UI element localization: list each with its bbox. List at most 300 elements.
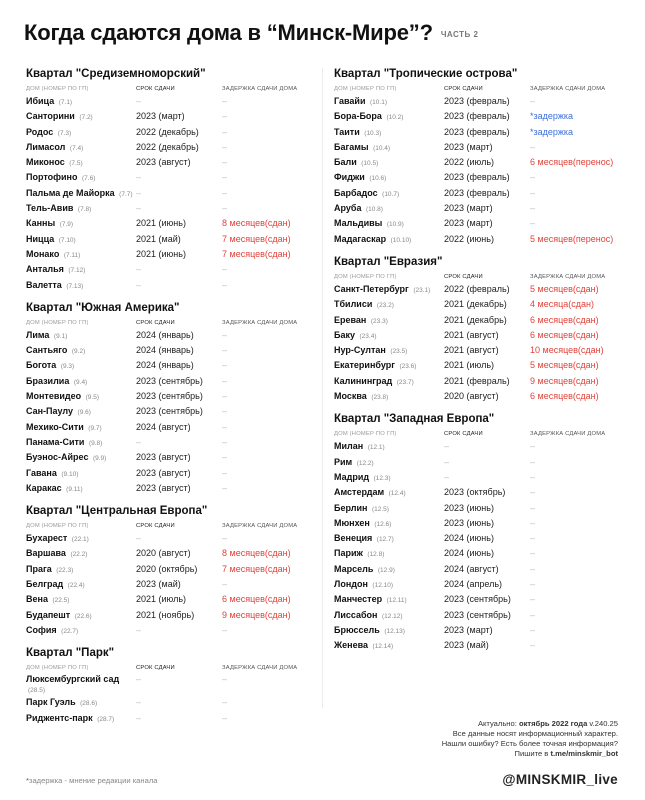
delay-cell (222, 109, 318, 124)
column-headers (26, 521, 318, 531)
delay-value: – (222, 579, 228, 590)
delay-value: 8 месяцев (222, 218, 265, 229)
delay-status: (сдан) (264, 563, 291, 574)
house-cell (334, 439, 444, 454)
table-row (26, 711, 318, 726)
delay-cell (530, 374, 626, 389)
plan-number: (23.7) (396, 378, 414, 386)
delay-cell (530, 485, 626, 500)
col-header-delay: ЗАДЕРЖКА СДАЧИ ДОМА (222, 86, 298, 92)
delay-value: – (530, 594, 536, 605)
table-row (26, 623, 318, 638)
delay-cell (530, 389, 626, 404)
plan-number: (9.9) (92, 455, 107, 463)
house-name: Люксембургский сад (26, 674, 120, 685)
table-row (26, 328, 318, 343)
due-date: 2023 (август) (136, 467, 191, 478)
delay-cell (530, 232, 626, 247)
due-date: 2021 (декабрь) (444, 299, 507, 310)
table-row (334, 170, 626, 185)
due-date: 2023 (март) (136, 111, 185, 122)
actual-date: октябрь 2022 года (518, 719, 588, 728)
house-name: Амстердам (334, 487, 385, 498)
delay-status: (сдан) (572, 283, 599, 294)
house-cell (26, 577, 136, 592)
house-name: Санкт-Петербург (334, 283, 409, 294)
house-name: Мадагаскар (334, 233, 387, 244)
due-date: 2021 (февраль) (444, 375, 510, 386)
house-name: Лима (26, 329, 50, 340)
due-date: – (136, 712, 142, 723)
house-cell (26, 262, 136, 277)
delay-status: (сдан) (572, 329, 599, 340)
delay-value: *задержка (530, 126, 574, 137)
house-cell (26, 155, 136, 170)
plan-number: (12.10) (372, 582, 394, 590)
plan-number: (22.5) (52, 597, 70, 605)
delay-status: (сдан) (264, 594, 291, 605)
column-headers (26, 663, 318, 673)
house-cell (26, 140, 136, 155)
plan-number: (9.10) (61, 470, 79, 478)
delay-value: – (530, 609, 536, 620)
house-cell (26, 216, 136, 231)
quarter-block (334, 256, 626, 404)
due-date: 2024 (апрель) (444, 579, 503, 590)
house-cell (334, 343, 444, 358)
delay-cell (530, 501, 626, 516)
delay-cell (222, 623, 318, 638)
house-name: Екатеринбург (334, 360, 395, 371)
delay-cell (222, 343, 318, 358)
table-row (334, 313, 626, 328)
table-row (26, 673, 318, 695)
delay-cell (530, 282, 626, 297)
delay-cell (530, 608, 626, 623)
delay-value: 5 месяцев (530, 360, 573, 371)
due-date: 2023 (март) (444, 141, 493, 152)
delay-cell (222, 278, 318, 293)
table-row (26, 404, 318, 419)
table-row (334, 328, 626, 343)
table-row (334, 358, 626, 373)
plan-number: (9.3) (60, 363, 75, 371)
col-header-delay: ЗАДЕРЖКА СДАЧИ ДОМА (222, 665, 298, 672)
plan-number: (9.5) (85, 394, 100, 402)
due-date: – (136, 187, 142, 198)
col-header-date: СРОК СДАЧИ (136, 665, 175, 672)
due-date: 2022 (февраль) (444, 283, 510, 294)
delay-value: 6 месяцев (530, 329, 573, 340)
plan-number: (12.4) (388, 490, 406, 498)
table-row (334, 125, 626, 140)
due-date: 2024 (июнь) (444, 548, 494, 559)
house-cell (334, 232, 444, 247)
quarter-heading: Квартал "Тропические острова" (334, 68, 518, 80)
table-row (334, 485, 626, 500)
due-date: 2021 (август) (444, 345, 499, 356)
delay-cell (222, 450, 318, 465)
plan-number: (28.6) (80, 700, 98, 708)
due-date: 2023 (февраль) (444, 96, 510, 106)
house-name: Риджентс-парк (26, 712, 93, 723)
table-row (26, 374, 318, 389)
plan-number: (10.3) (364, 129, 382, 137)
table-row (334, 577, 626, 592)
house-name: Ибица (26, 96, 55, 106)
table-row (26, 170, 318, 185)
house-cell (334, 282, 444, 297)
due-date: 2023 (март) (444, 624, 493, 635)
plan-number: (23.1) (413, 286, 431, 294)
due-date: 2023 (май) (444, 640, 489, 651)
house-name: Марсель (334, 563, 374, 574)
house-name: Белград (26, 579, 64, 590)
house-cell (334, 186, 444, 201)
plan-number: (10.10) (390, 236, 412, 244)
due-date: 2021 (ноябрь) (136, 609, 195, 620)
house-cell (26, 278, 136, 293)
due-date: 2023 (февраль) (444, 111, 510, 122)
table-row (26, 577, 318, 592)
delay-value: – (222, 624, 228, 635)
plan-number: (12.7) (376, 536, 394, 544)
table-row (334, 439, 626, 454)
delay-cell (222, 358, 318, 373)
house-name: Тель-Авив (26, 203, 74, 214)
quarter-block (26, 302, 318, 496)
table-row (26, 155, 318, 170)
delay-value: – (222, 126, 228, 137)
house-name: Брюссель (334, 624, 380, 635)
delay-cell (222, 481, 318, 496)
footer-info: Актуально: октябрь 2022 года v.240.25 Все данные носят информационный характер. Нашли ошибку? Есть более точная информация? Пишите в t.me/minskmir_bot (441, 719, 618, 758)
table-row (26, 94, 318, 109)
col-header-date: СРОК СДАЧИ (444, 431, 483, 438)
house-cell (334, 623, 444, 638)
delay-value: – (530, 517, 536, 528)
house-name: Сан-Паулу (26, 406, 74, 417)
house-name: Каракас (26, 482, 62, 493)
delay-value: – (222, 674, 228, 685)
delay-value: – (222, 96, 228, 106)
house-name: Венеция (334, 533, 373, 544)
delay-value: – (222, 111, 228, 122)
table-row (334, 374, 626, 389)
delay-status: (сдан) (264, 233, 291, 244)
due-date: 2022 (июнь) (444, 233, 494, 244)
house-cell (26, 481, 136, 496)
col-header-house: ДОМ (НОМЕР ПО ГП) (26, 665, 89, 672)
table-row (26, 562, 318, 577)
table-row (334, 94, 626, 109)
delay-cell (222, 232, 318, 247)
plan-number: (7.10) (58, 236, 76, 244)
delay-cell (530, 170, 626, 185)
house-name: Женева (334, 640, 369, 651)
delay-cell (222, 420, 318, 435)
delay-value: 6 месяцев (530, 314, 573, 325)
house-name: Богота (26, 360, 57, 371)
delay-cell (222, 201, 318, 216)
table-row (26, 343, 318, 358)
house-cell (334, 297, 444, 312)
delay-cell (530, 201, 626, 216)
due-date: 2023 (октябрь) (444, 487, 506, 498)
delay-cell (530, 125, 626, 140)
delay-cell (222, 562, 318, 577)
house-cell (26, 201, 136, 216)
due-date: – (136, 172, 142, 183)
due-date: 2021 (июнь) (136, 218, 186, 229)
col-header-date: СРОК СДАЧИ (136, 523, 175, 530)
house-name: Анталья (26, 264, 64, 275)
plan-number: (10.8) (365, 206, 383, 214)
house-name: Канны (26, 218, 56, 229)
delay-cell (530, 455, 626, 470)
column-headers (334, 272, 626, 282)
plan-number: (7.6) (82, 175, 96, 183)
due-date: 2023 (август) (136, 157, 191, 168)
quarter-heading: Квартал "Южная Америка" (26, 301, 180, 314)
house-cell (26, 450, 136, 465)
house-name: Буэнос-Айрес (26, 452, 89, 463)
house-name: Багамы (334, 141, 369, 152)
quarter-heading: Квартал "Центральная Европа" (26, 505, 208, 518)
delay-cell (530, 592, 626, 607)
house-name: Будапешт (26, 609, 71, 620)
plan-number: (7.5) (69, 160, 83, 168)
house-cell (334, 328, 444, 343)
due-date: 2023 (август) (136, 452, 191, 463)
due-date: 2023 (май) (136, 579, 181, 590)
delay-value: – (222, 482, 228, 493)
due-date: 2020 (август) (444, 391, 499, 402)
column-headers (26, 84, 318, 94)
plan-number: (9.4) (73, 378, 88, 386)
house-name: Берлин (334, 502, 368, 513)
due-date: – (136, 533, 142, 544)
version: v.240.25 (589, 719, 618, 728)
house-cell (334, 313, 444, 328)
plan-number: (10.9) (386, 221, 404, 229)
house-cell (334, 170, 444, 185)
plan-number: (12.9) (377, 566, 395, 574)
delay-cell (530, 516, 626, 531)
due-date: 2023 (сентябрь) (136, 406, 203, 417)
house-cell (26, 562, 136, 577)
due-date: 2024 (январь) (136, 329, 194, 340)
due-date: 2023 (август) (136, 482, 191, 493)
plan-number: (12.14) (372, 643, 394, 651)
table-row (26, 608, 318, 623)
house-cell (334, 455, 444, 470)
house-name: Мехико-Сити (26, 421, 84, 432)
due-date: 2024 (август) (444, 563, 499, 574)
col-header-house: ДОМ (НОМЕР ПО ГП) (26, 86, 89, 92)
due-date: – (136, 624, 142, 635)
delay-value: 9 месяцев (222, 609, 265, 620)
house-cell (26, 186, 136, 201)
table-row (334, 546, 626, 561)
due-date: 2024 (июнь) (444, 533, 494, 544)
delay-value: – (222, 187, 228, 198)
delay-value: – (222, 697, 228, 708)
column-headers (334, 429, 626, 439)
house-cell (334, 485, 444, 500)
delay-cell (222, 155, 318, 170)
delay-value: – (222, 391, 228, 402)
delay-value: – (530, 548, 536, 559)
col-header-house: ДОМ (НОМЕР ПО ГП) (26, 523, 89, 530)
delay-cell (222, 435, 318, 450)
house-cell (26, 170, 136, 185)
house-cell (334, 216, 444, 231)
house-cell (26, 343, 136, 358)
quarter-block (334, 68, 626, 247)
due-date: 2023 (сентябрь) (444, 594, 511, 605)
delay-value: – (222, 345, 228, 356)
footnote: *задержка - мнение редакции канала (26, 776, 158, 785)
quarter-heading: Квартал "Западная Европа" (334, 413, 495, 426)
delay-cell (222, 170, 318, 185)
delay-value: – (530, 624, 536, 635)
delay-value: 6 месяцев (222, 594, 265, 605)
house-cell (26, 546, 136, 561)
page-title: Когда сдаются дома в “Минск-Мире”? ЧАСТЬ 2 (24, 20, 479, 45)
plan-number: (28.7) (97, 715, 115, 723)
col-header-delay: ЗАДЕРЖКА СДАЧИ ДОМА (222, 319, 298, 326)
house-name: Мюнхен (334, 517, 370, 528)
plan-number: (10.1) (370, 99, 387, 106)
house-name: Рим (334, 456, 353, 467)
house-name: Нур-Султан (334, 345, 386, 356)
table-row (26, 546, 318, 561)
due-date: 2024 (январь) (136, 345, 194, 356)
delay-value: 4 месяца (530, 299, 569, 310)
house-cell (26, 674, 136, 695)
due-date: – (136, 279, 142, 290)
table-row (26, 201, 318, 216)
table-row (26, 531, 318, 546)
delay-cell (222, 546, 318, 561)
house-cell (26, 94, 136, 109)
plan-number: (7.7) (119, 190, 133, 198)
part-label: ЧАСТЬ 2 (440, 29, 479, 39)
house-cell (26, 328, 136, 343)
house-cell (26, 435, 136, 450)
delay-status: (сдан) (264, 609, 291, 620)
plan-number: (22.6) (74, 612, 92, 620)
col-header-delay: ЗАДЕРЖКА СДАЧИ ДОМА (530, 86, 606, 92)
quarter-heading: Квартал "Евразия" (334, 255, 443, 268)
delay-cell (530, 328, 626, 343)
delay-value: – (222, 329, 228, 340)
delay-value: – (222, 467, 228, 478)
house-name: Гавайи (334, 96, 366, 106)
due-date: 2023 (март) (444, 218, 493, 229)
house-name: Мальдивы (334, 218, 383, 229)
house-name: Пальма де Майорка (26, 187, 115, 198)
delay-status: (сдан) (572, 375, 599, 386)
delay-value: 6 месяцев (530, 391, 573, 402)
due-date: 2020 (август) (136, 548, 191, 559)
delay-cell (530, 94, 626, 109)
col-header-house: ДОМ (НОМЕР ПО ГП) (334, 273, 397, 280)
house-name: Аруба (334, 203, 362, 214)
table-row (334, 455, 626, 470)
table-row (334, 109, 626, 124)
delay-status: (сдан) (568, 299, 594, 310)
due-date: – (136, 436, 142, 447)
house-cell (334, 201, 444, 216)
delay-cell (530, 343, 626, 358)
due-date: 2023 (июнь) (444, 502, 494, 513)
delay-cell (222, 328, 318, 343)
delay-cell (530, 439, 626, 454)
house-name: Сантьяго (26, 345, 68, 356)
delay-cell (530, 577, 626, 592)
col-header-delay: ЗАДЕРЖКА СДАЧИ ДОМА (222, 523, 298, 530)
house-cell (26, 531, 136, 546)
table-row (26, 592, 318, 607)
delay-cell (530, 546, 626, 561)
plan-number: (7.9) (59, 221, 74, 229)
house-cell (26, 404, 136, 419)
plan-number: (9.2) (71, 348, 86, 356)
house-cell (26, 623, 136, 638)
plan-number: (9.6) (77, 409, 91, 417)
delay-value: – (530, 218, 536, 229)
delay-value: – (222, 436, 228, 447)
delay-value: – (530, 471, 536, 482)
right-column (334, 68, 626, 663)
house-cell (26, 109, 136, 124)
due-date: 2021 (май) (136, 233, 181, 244)
delay-value: – (222, 421, 228, 432)
plan-number: (12.5) (371, 505, 389, 513)
house-name: Вена (26, 594, 48, 605)
delay-cell (222, 94, 318, 109)
plan-number: (7.11) (63, 251, 81, 259)
house-cell (334, 140, 444, 155)
delay-value: – (222, 264, 228, 275)
col-header-date: СРОК СДАЧИ (444, 273, 483, 280)
table-row (26, 466, 318, 481)
table-row (26, 695, 318, 710)
house-name: Москва (334, 391, 367, 402)
house-name: Родос (26, 126, 54, 137)
house-name: Гавана (26, 467, 57, 478)
plan-number: (22.2) (70, 551, 88, 559)
delay-cell (222, 140, 318, 155)
table-row (26, 435, 318, 450)
column-headers (334, 84, 626, 94)
delay-value: 6 месяцев (530, 157, 573, 168)
house-name: Лиссабон (334, 609, 378, 620)
col-header-house: ДОМ (НОМЕР ПО ГП) (26, 319, 89, 326)
bot-link[interactable]: t.me/minskmir_bot (550, 749, 618, 758)
table-row (334, 562, 626, 577)
house-name: Париж (334, 548, 363, 559)
house-name: Ереван (334, 314, 367, 325)
plan-number: (23.5) (390, 348, 408, 356)
quarter-block (334, 413, 626, 653)
due-date: – (444, 471, 450, 482)
due-date: – (444, 441, 450, 452)
delay-cell (530, 562, 626, 577)
col-header-house: ДОМ (НОМЕР ПО ГП) (334, 431, 397, 438)
